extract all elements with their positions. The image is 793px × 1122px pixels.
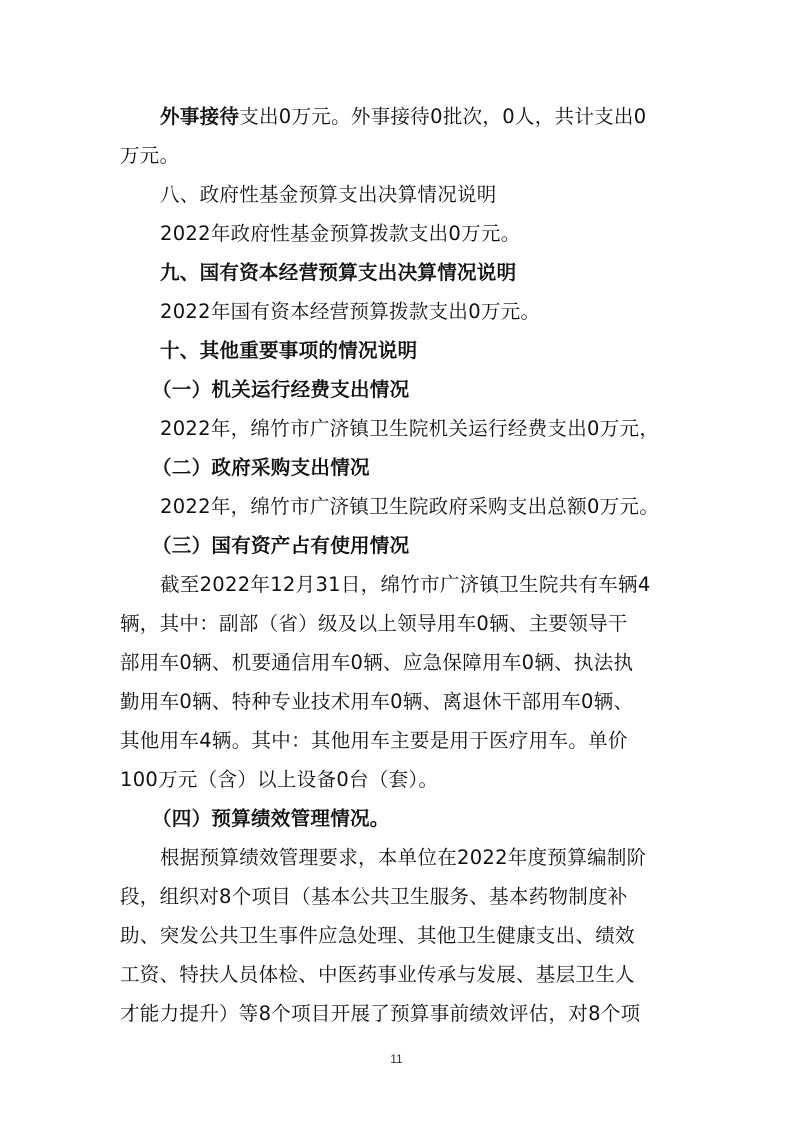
subsection-heading: （四）预算绩效管理情况。: [152, 807, 390, 830]
paragraph-line: 万元。: [120, 144, 180, 167]
section-heading: 九、国有资本经营预算支出决算情况说明: [160, 261, 517, 284]
bold-lead-text: 外事接待: [160, 105, 240, 128]
paragraph-line: 助、突发公共卫生事件应急处理、其他卫生健康支出、绩效: [120, 924, 635, 947]
paragraph-line: 工资、特扶人员体检、中医药事业传承与发展、基层卫生人: [120, 963, 635, 986]
paragraph-line: 截至2022年12月31日，绵竹市广济镇卫生院共有车辆4: [160, 573, 651, 596]
paragraph-line: 辆，其中：副部（省）级及以上领导用车0辆、主要领导干: [120, 612, 628, 635]
paragraph-line: 其他用车4辆。其中：其他用车主要是用于医疗用车。单价: [120, 729, 628, 752]
section-heading: 十、其他重要事项的情况说明: [160, 339, 418, 362]
paragraph-line: 才能力提升）等8个项目开展了预算事前绩效评估，对8个项: [120, 1002, 641, 1025]
paragraph-line: 部用车0辆、机要通信用车0辆、应急保障用车0辆、执法执: [120, 651, 634, 674]
paragraph-line: 2022年，绵竹市广济镇卫生院政府采购支出总额0万元。: [160, 495, 660, 518]
paragraph-line: 2022年国有资本经营预算拨款支出0万元。: [160, 300, 541, 323]
paragraph-line: 段，组织对8个项目（基本公共卫生服务、基本药物制度补: [120, 885, 628, 908]
subsection-heading: （二）政府采购支出情况: [152, 456, 370, 479]
section-heading: 八、政府性基金预算支出决算情况说明: [160, 183, 497, 206]
paragraph-line: [160, 98, 680, 136]
paragraph-line: 2022年，绵竹市广济镇卫生院机关运行经费支出0万元，: [160, 417, 660, 440]
paragraph-line: 根据预算绩效管理要求，本单位在2022年度预算编制阶: [160, 846, 647, 869]
paragraph-line: 2022年政府性基金预算拨款支出0万元。: [160, 222, 521, 245]
line-text: 支出0万元。外事接待0批次，0人，共计支出0: [239, 105, 647, 128]
page-number: 11: [390, 1052, 403, 1066]
subsection-heading: （一）机关运行经费支出情况: [152, 378, 410, 401]
paragraph-line: 100万元（含）以上设备0台（套）。: [120, 768, 439, 791]
subsection-heading: （三）国有资产占有使用情况: [152, 534, 410, 557]
paragraph-line: 勤用车0辆、特种专业技术用车0辆、离退休干部用车0辆、: [120, 690, 634, 713]
